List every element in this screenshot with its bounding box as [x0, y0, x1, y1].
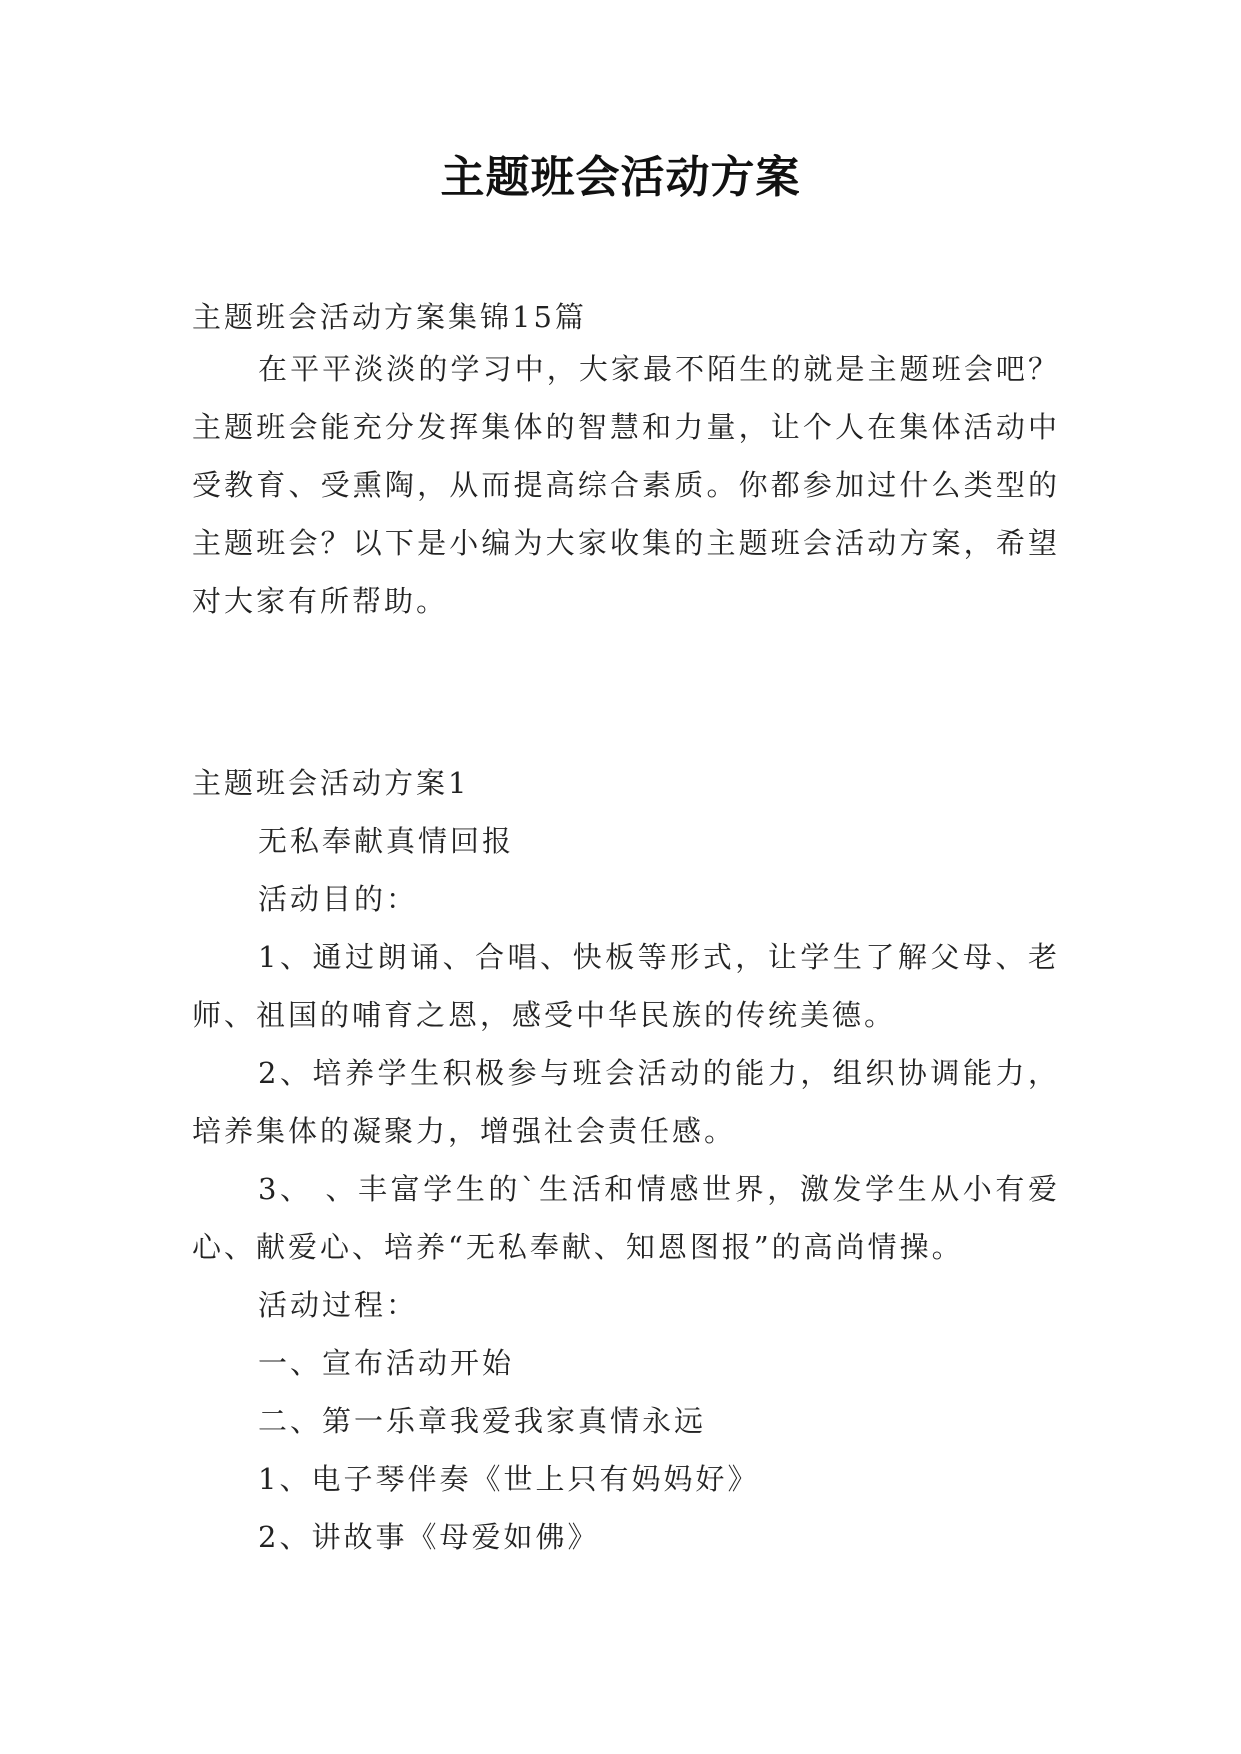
goal-label: 活动目的：	[258, 882, 419, 916]
document-subtitle: 主题班会活动方案集锦15篇	[192, 300, 587, 334]
goal-item-1: 1、通过朗诵、合唱、快板等形式，让学生了解父母、老师、祖国的哺育之恩，感受中华民族的传统美德。	[192, 940, 1060, 1032]
process-item-1: 1、电子琴伴奏《世上只有妈妈好》	[258, 1462, 760, 1496]
intro-paragraph: 在平平淡淡的学习中，大家最不陌生的就是主题班会吧？主题班会能充分发挥集体的智慧和力量，让个人在集体活动中受教育、受熏陶，从而提高综合素质。你都参加过什么类型的主题班会？以下是小编为大家收集的主题班会活动方案，希望对大家有所帮助。	[192, 352, 1060, 618]
section-theme: 无私奉献真情回报	[258, 824, 515, 858]
process-label: 活动过程：	[258, 1288, 419, 1322]
process-step-1: 一、宣布活动开始	[258, 1346, 515, 1380]
section-1	[192, 754, 1060, 1566]
process-step-2: 二、第一乐章我爱我家真情永远	[258, 1404, 707, 1438]
document-title: 主题班会活动方案	[440, 152, 801, 203]
goal-item-2: 2、培养学生积极参与班会活动的能力，组织协调能力，培养集体的凝聚力，增强社会责任感。	[192, 1056, 1060, 1148]
section-heading: 主题班会活动方案1	[192, 766, 470, 800]
process-item-2: 2、讲故事《母爱如佛》	[258, 1520, 600, 1554]
goal-item-3: 3、 、丰富学生的`生活和情感世界，激发学生从小有爱心、献爱心、培养“无私奉献、知恩图报”的高尚情操。	[192, 1172, 1060, 1264]
